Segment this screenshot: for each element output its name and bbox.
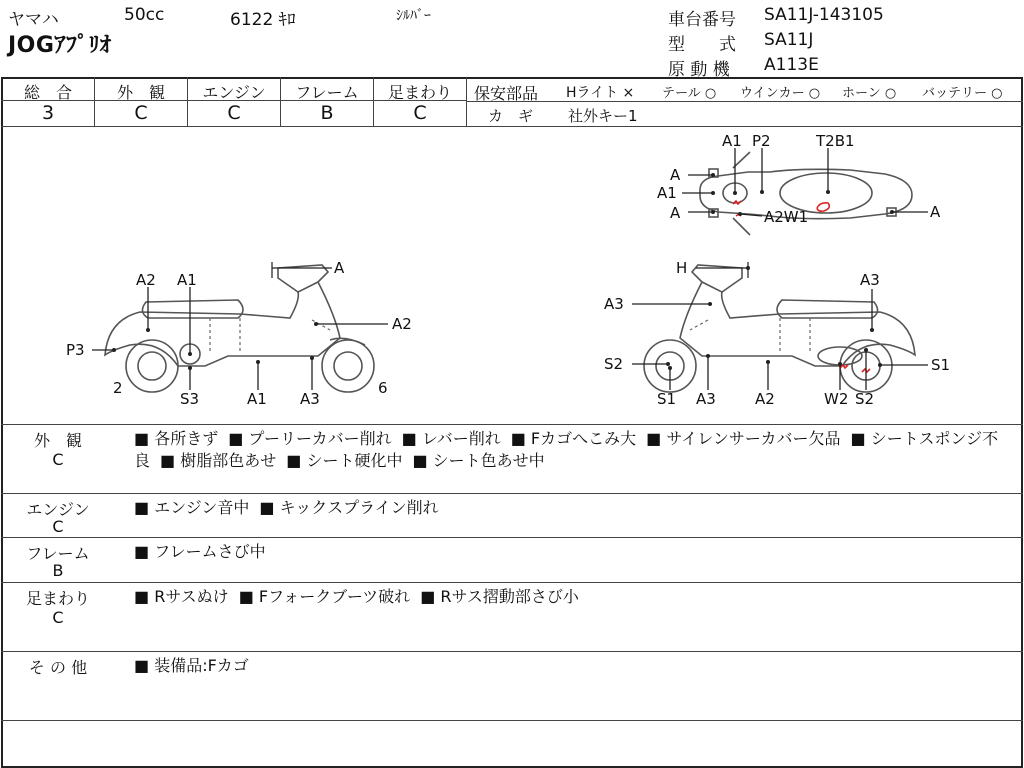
remark-item: ■ レバー削れ xyxy=(402,429,501,448)
label: A1 xyxy=(657,184,677,202)
remarks-frame xyxy=(134,541,1010,563)
damage-diagram xyxy=(0,127,1024,423)
remark-item: ■ フレームさび中 xyxy=(134,542,266,561)
battery-status: バッテリー ○ xyxy=(922,86,1003,101)
remark-item: ■ プーリーカバー削れ xyxy=(228,429,391,448)
section-grade-frame: B xyxy=(52,561,64,580)
remark-item: ■ シートスポンジ不良 xyxy=(134,429,998,470)
frame-no-label: 車台番号 xyxy=(668,10,736,30)
remarks-exterior xyxy=(134,428,1010,472)
label: S2 xyxy=(604,355,624,373)
label: A2 xyxy=(392,315,412,333)
key-value: 社外キー1 xyxy=(568,107,638,125)
frame-no: SA11J-143105 xyxy=(764,5,884,25)
remarks-engine xyxy=(134,497,1010,519)
remark-item: ■ Fカゴへこみ大 xyxy=(511,429,636,448)
exterior-label: 外 観 xyxy=(116,83,165,102)
label: A xyxy=(930,203,941,221)
label: H xyxy=(676,259,688,277)
label: A2 xyxy=(136,271,156,289)
label: A1 xyxy=(722,132,742,150)
tail-status: テール ○ xyxy=(662,86,717,101)
remarks-other xyxy=(134,655,1010,677)
engine-code: A113E xyxy=(764,55,819,75)
label: A1 xyxy=(177,271,197,289)
model-label: 型 式 xyxy=(668,35,736,55)
section-grade-engine: C xyxy=(52,517,64,536)
mileage: 6122 ｷﾛ xyxy=(230,10,296,30)
label: 6 xyxy=(378,379,388,397)
label: S1 xyxy=(931,356,951,374)
horn-status: ホーン ○ xyxy=(842,86,897,101)
frame-grade-label: フレーム xyxy=(295,83,359,102)
remark-item: ■ キックスプライン削れ xyxy=(259,498,438,517)
remark-item: ■ シート硬化中 xyxy=(286,451,402,470)
model-code: SA11J xyxy=(764,30,814,50)
remark-item: ■ 装備品:Fカゴ xyxy=(134,656,249,675)
section-label-frame: フレーム xyxy=(26,544,90,563)
overall-label: 総 合 xyxy=(23,83,72,102)
frame-grade: B xyxy=(320,102,334,124)
label: P3 xyxy=(66,341,85,359)
remark-item: ■ 樹脂部色あせ xyxy=(160,451,276,470)
exterior-grade: C xyxy=(134,102,148,124)
section-label-suspension: 足まわり xyxy=(25,589,90,608)
model-name: JOGｱﾌﾟﾘｵ xyxy=(8,33,112,58)
remark-item: ■ Rサスぬけ xyxy=(134,587,229,606)
section-label-engine: エンジン xyxy=(26,500,90,519)
label: A xyxy=(670,204,681,222)
label: A3 xyxy=(300,390,320,408)
engine-grade-label: エンジン xyxy=(202,83,266,102)
maker: ヤマハ xyxy=(8,10,59,30)
headlight-status: Hライト × xyxy=(566,85,635,101)
label: A3 xyxy=(696,390,716,408)
overall-grade: 3 xyxy=(41,102,55,124)
remark-item: ■ 各所きず xyxy=(134,429,218,448)
remark-item: ■ Fフォークブーツ破れ xyxy=(239,587,411,606)
label: W2 xyxy=(824,390,849,408)
label: A2 xyxy=(755,390,775,408)
displacement: 50cc xyxy=(124,5,165,25)
engine-label: 原 動 機 xyxy=(668,60,730,80)
section-label-other: そ の 他 xyxy=(28,658,88,677)
label: A3 xyxy=(604,295,624,313)
remark-item: ■ Rサス摺動部さび小 xyxy=(420,587,579,606)
section-grade-suspension: C xyxy=(52,608,64,627)
label: A1 xyxy=(247,390,267,408)
winker-status: ウインカー ○ xyxy=(740,86,821,101)
label: P2 xyxy=(752,132,771,150)
color: ｼﾙﾊﾞｰ xyxy=(396,8,431,24)
remark-item: ■ サイレンサーカバー欠品 xyxy=(646,429,840,448)
engine-grade: C xyxy=(227,102,241,124)
remark-item: ■ シート色あせ中 xyxy=(412,451,544,470)
remarks-suspension xyxy=(134,586,1010,608)
label: S3 xyxy=(180,390,200,408)
safety-label: 保安部品 xyxy=(474,84,539,103)
label: S2 xyxy=(855,390,875,408)
label: A3 xyxy=(860,271,880,289)
key-label: カ ギ xyxy=(488,107,534,125)
label: A2W1 xyxy=(764,208,809,226)
suspension-label: 足まわり xyxy=(387,83,452,102)
section-grade-exterior: C xyxy=(52,450,64,469)
suspension-grade: C xyxy=(413,102,427,124)
section-label-exterior: 外 観 xyxy=(33,431,82,450)
remark-item: ■ エンジン音中 xyxy=(134,498,249,517)
label: 2 xyxy=(113,379,123,397)
label: S1 xyxy=(657,390,677,408)
label: A xyxy=(334,259,345,277)
label: T2B1 xyxy=(816,132,855,150)
label: A xyxy=(670,166,681,184)
